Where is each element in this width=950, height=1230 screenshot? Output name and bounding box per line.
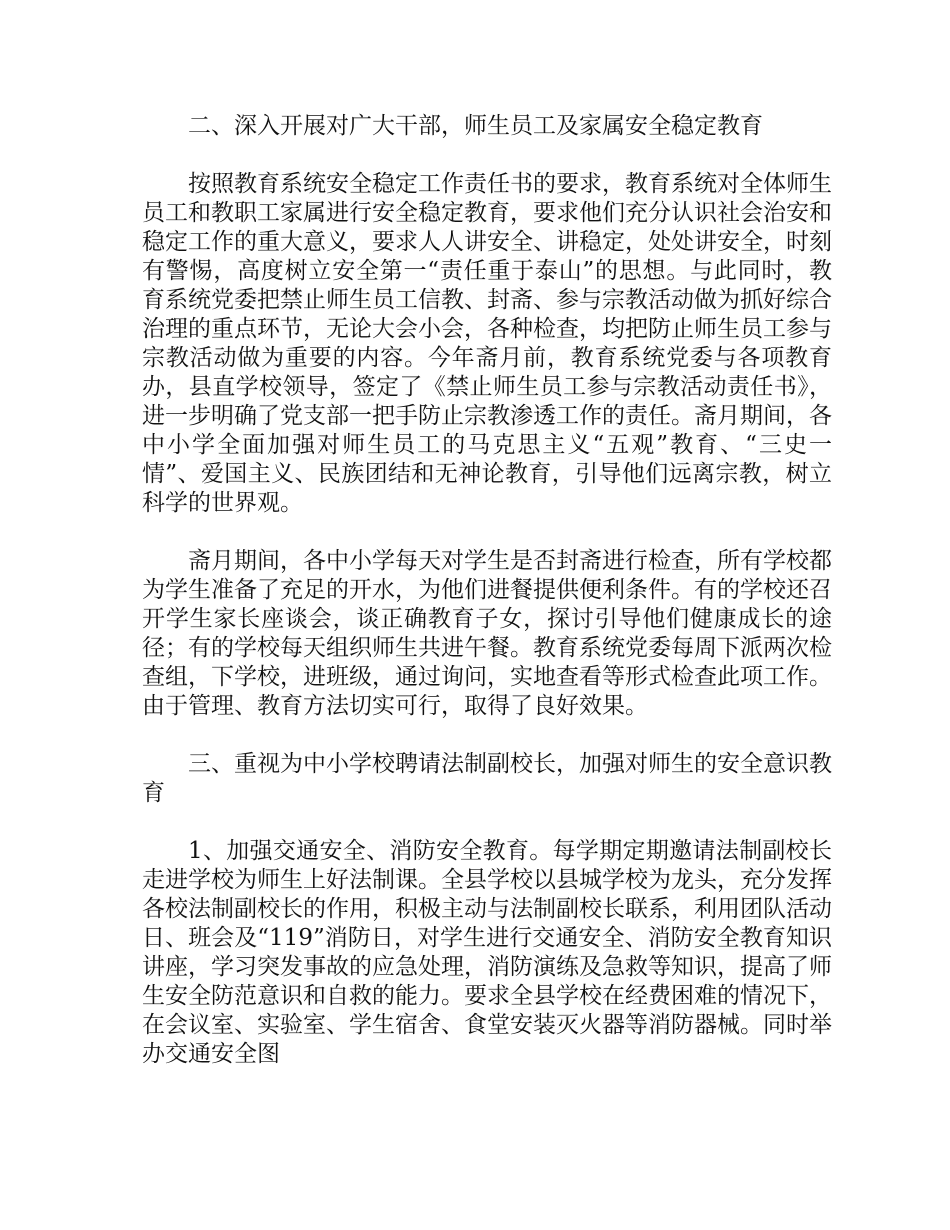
body-paragraph-3: 1、加强交通安全、消防安全教育。每学期定期邀请法制副校长走进学校为师生上好法制课。全县学校以县城学校为龙头，充分发挥各校法制副校长的作用，积极主动与法制副校长联系，利用团队活动日、班会及“119”消防日，对学生进行交通安全、消防安全教育知识讲座，学习突发事故的应急处理，消防演练及急救等知识，提高了师生安全防范意识和自救的能力。要求全县学校在经费困难的情况下，在会议室、实验室、学生宿舍、食堂安装灭火器等消防器械。同时举办交通安全图 xyxy=(142,838,832,1067)
body-paragraph-1: 按照教育系统安全稳定工作责任书的要求，教育系统对全体师生员工和教职工家属进行安全稳定教育，要求他们充分认识社会治安和稳定工作的重大意义，要求人人讲安全、讲稳定，处处讲安全，时刻有警惕，高度树立安全第一“责任重于泰山”的思想。与此同时，教育系统党委把禁止师生员工信教、封斋、参与宗教活动做为抓好综合治理的重点环节，无论大会小会，各种检查，均把防止师生员工参与宗教活动做为重要的内容。今年斋月前，教育系统党委与各项教育办，县直学校领导，签定了《禁止师生员工参与宗教活动责任书》，进一步明确了党支部一把手防止宗教渗透工作的责任。斋月期间，各中小学全面加强对师生员工的马克思主义“五观”教育、“三史一情”、爱国主义、民族团结和无神论教育，引导他们远离宗教，树立科学的世界观。 xyxy=(142,171,832,516)
section-heading-3: 三、重视为中小学校聘请法制副校长，加强对师生的安全意识教育 xyxy=(142,751,832,806)
document-page xyxy=(142,112,832,1098)
section-heading-2: 二、深入开展对广大干部，师生员工及家属安全稳定教育 xyxy=(188,113,763,139)
body-paragraph-2: 斋月期间，各中小学每天对学生是否封斋进行检查，所有学校都为学生准备了充足的开水，为他们进餐提供便利条件。有的学校还召开学生家长座谈会，谈正确教育子女，探讨引导他们健康成长的途径；有的学校每天组织师生共进午餐。教育系统党委每周下派两次检查组，下学校，进班级，通过询问，实地查看等形式检查此项工作。由于管理、教育方法切实可行，取得了良好效果。 xyxy=(142,548,832,719)
